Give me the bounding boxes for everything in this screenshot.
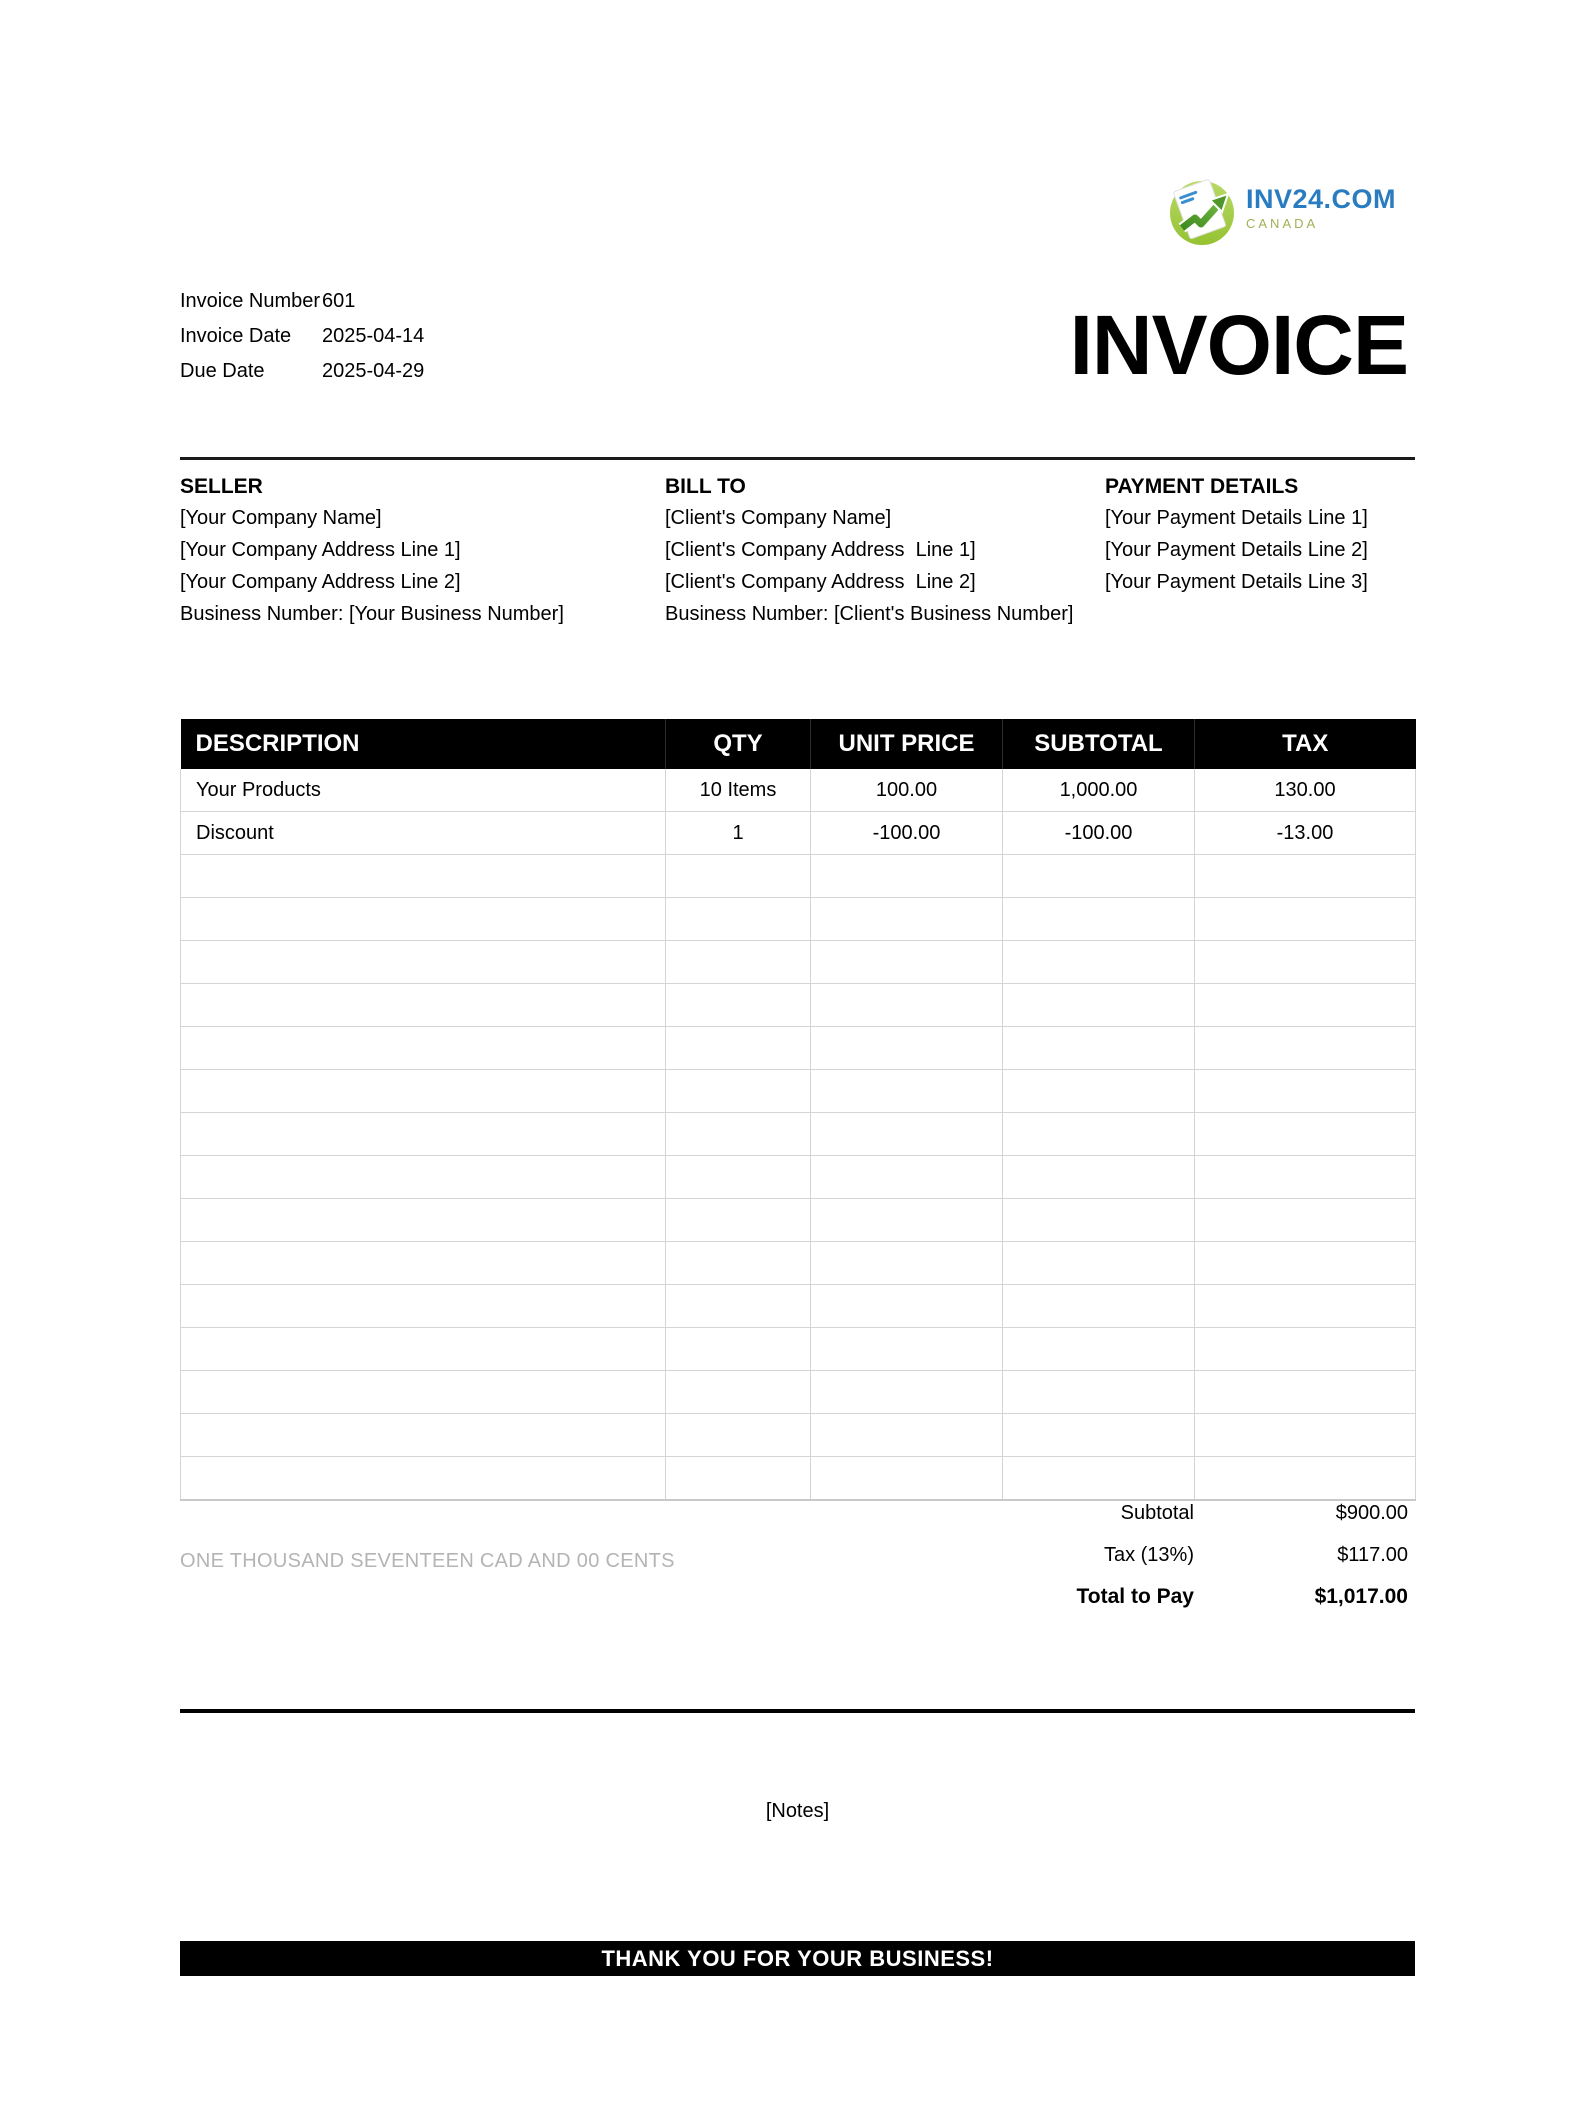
table-row [181,1113,1416,1156]
total-to-pay-value: $1,017.00 [1314,1585,1408,1608]
bill-to-block [665,472,1105,630]
table-cell [181,1027,666,1070]
seller-company-name: [Your Company Name] [180,507,382,529]
table-cell [1195,1199,1416,1242]
table-cell [1195,1242,1416,1285]
table-row [181,812,1416,855]
table-cell [1003,1242,1195,1285]
table-cell [666,1371,811,1414]
table-cell: -100.00 [811,812,1003,855]
payment-details-line-3: [Your Payment Details Line 3] [1105,571,1368,593]
table-row [181,1328,1416,1371]
table-cell [1003,1414,1195,1457]
line-items-table [180,719,1416,1501]
table-cell [666,1199,811,1242]
column-header: SUBTOTAL [1003,719,1195,769]
due-date-label: Due Date [180,360,265,382]
table-cell: 10 Items [666,769,811,812]
invoice-date-row [180,319,424,354]
client-address-line-1: [Client's Company Address Line 1] [665,539,976,561]
table-cell [811,1285,1003,1328]
page-title: INVOICE [1069,298,1408,392]
table-cell [811,855,1003,898]
table-cell [181,1285,666,1328]
table-row [181,1199,1416,1242]
table-row [181,855,1416,898]
due-date-row [180,354,424,389]
table-row [181,1070,1416,1113]
table-cell [1195,941,1416,984]
seller-business-number: Business Number: [Your Business Number] [180,603,564,625]
parties-section [180,472,1415,630]
table-cell: 1,000.00 [1003,769,1195,812]
table-cell [811,898,1003,941]
table-cell [1003,984,1195,1027]
column-header: DESCRIPTION [181,719,666,769]
payment-details-block [1105,472,1415,630]
logo-region: CANADA [1246,216,1319,231]
client-address-line-2: [Client's Company Address Line 2] [665,571,976,593]
table-cell [811,1371,1003,1414]
table-row [181,1371,1416,1414]
column-header: TAX [1195,719,1416,769]
seller-block [180,472,665,630]
column-header: UNIT PRICE [811,719,1003,769]
table-row [181,1027,1416,1070]
table-row [181,1156,1416,1199]
table-cell [181,1156,666,1199]
line-items-body [181,769,1416,1500]
table-cell [811,984,1003,1027]
invoice-number-row [180,284,424,319]
table-cell [811,1027,1003,1070]
invoice-number-value: 601 [322,290,356,312]
seller-address-line-1: [Your Company Address Line 1] [180,539,461,561]
invoice-meta [180,284,424,389]
table-cell [666,1027,811,1070]
table-row [181,1285,1416,1328]
invoice-number-label: Invoice Number [180,290,321,312]
notes-divider [180,1709,1415,1713]
table-cell [1195,1113,1416,1156]
table-cell: 130.00 [1195,769,1416,812]
total-to-pay-label: Total to Pay [1076,1585,1194,1608]
table-cell [666,1070,811,1113]
subtotal-row [180,1492,1408,1534]
table-cell [666,855,811,898]
table-cell [1003,1285,1195,1328]
table-cell [1195,984,1416,1027]
table-cell [1003,1328,1195,1371]
table-cell [811,1156,1003,1199]
table-cell [666,1414,811,1457]
table-cell [666,1113,811,1156]
table-row [181,1242,1416,1285]
table-cell [666,1328,811,1371]
line-items-header [181,719,1416,769]
logo-brand: INV24.COM [1246,184,1397,214]
table-cell: Discount [181,812,666,855]
table-cell [666,984,811,1027]
logo [1168,176,1396,248]
table-cell [666,1156,811,1199]
table-cell [1003,1156,1195,1199]
table-cell [666,1242,811,1285]
table-cell [1195,1070,1416,1113]
table-cell [181,1113,666,1156]
header-row [181,719,1416,769]
amount-in-words: ONE THOUSAND SEVENTEEN CAD AND 00 CENTS [180,1550,675,1572]
table-cell [1003,855,1195,898]
invoice-arrow-logo-icon [1168,176,1238,248]
table-cell [1195,1328,1416,1371]
client-business-number: Business Number: [Client's Business Number] [665,603,1074,625]
table-cell: 1 [666,812,811,855]
table-cell [811,1199,1003,1242]
table-cell [1003,1027,1195,1070]
client-company-name: [Client's Company Name] [665,507,892,529]
payment-details-line-2: [Your Payment Details Line 2] [1105,539,1368,561]
table-cell [1195,855,1416,898]
table-cell [666,898,811,941]
table-row [181,769,1416,812]
notes-placeholder: [Notes] [765,1800,830,1822]
invoice-date-value: 2025-04-14 [322,325,425,347]
table-row [181,898,1416,941]
table-cell [1003,1113,1195,1156]
table-cell [1195,1027,1416,1070]
table-cell [1003,1371,1195,1414]
header-divider [180,457,1415,460]
payment-details-line-1: [Your Payment Details Line 1] [1105,507,1368,529]
invoice-date-label: Invoice Date [180,325,292,347]
table-cell [1195,898,1416,941]
table-row [181,984,1416,1027]
table-cell [1003,941,1195,984]
table-cell [1003,1070,1195,1113]
due-date-value: 2025-04-29 [322,360,425,382]
table-cell [1003,1199,1195,1242]
seller-address-line-2: [Your Company Address Line 2] [180,571,461,593]
table-cell [1003,898,1195,941]
table-cell [181,1414,666,1457]
column-header: QTY [666,719,811,769]
table-row [181,1414,1416,1457]
tax-label: Tax (13%) [1103,1543,1194,1566]
logo-text [1246,176,1396,233]
table-cell [181,1199,666,1242]
table-cell [666,1285,811,1328]
table-row [181,941,1416,984]
table-cell: -13.00 [1195,812,1416,855]
table-cell [181,898,666,941]
table-cell [181,1242,666,1285]
table-cell [181,941,666,984]
footer-banner: THANK YOU FOR YOUR BUSINESS! [180,1941,1415,1976]
table-cell [181,855,666,898]
table-cell [811,1328,1003,1371]
table-cell [181,984,666,1027]
table-cell: 100.00 [811,769,1003,812]
table-cell [1195,1371,1416,1414]
table-cell [811,1414,1003,1457]
table-cell [666,941,811,984]
table-cell [811,1070,1003,1113]
table-cell [181,1328,666,1371]
tax-value: $117.00 [1337,1543,1408,1566]
table-cell: Your Products [181,769,666,812]
bill-to-heading: BILL TO [665,475,746,498]
seller-heading: SELLER [180,475,263,498]
table-cell [811,941,1003,984]
table-cell: -100.00 [1003,812,1195,855]
subtotal-label: Subtotal [1120,1501,1194,1524]
table-cell [1195,1156,1416,1199]
payment-details-heading: PAYMENT DETAILS [1105,475,1299,498]
subtotal-value: $900.00 [1335,1501,1408,1524]
table-cell [181,1070,666,1113]
table-cell [811,1242,1003,1285]
table-cell [1195,1285,1416,1328]
table-cell [1195,1414,1416,1457]
table-cell [181,1371,666,1414]
table-cell [811,1113,1003,1156]
total-to-pay-row [180,1576,1408,1618]
